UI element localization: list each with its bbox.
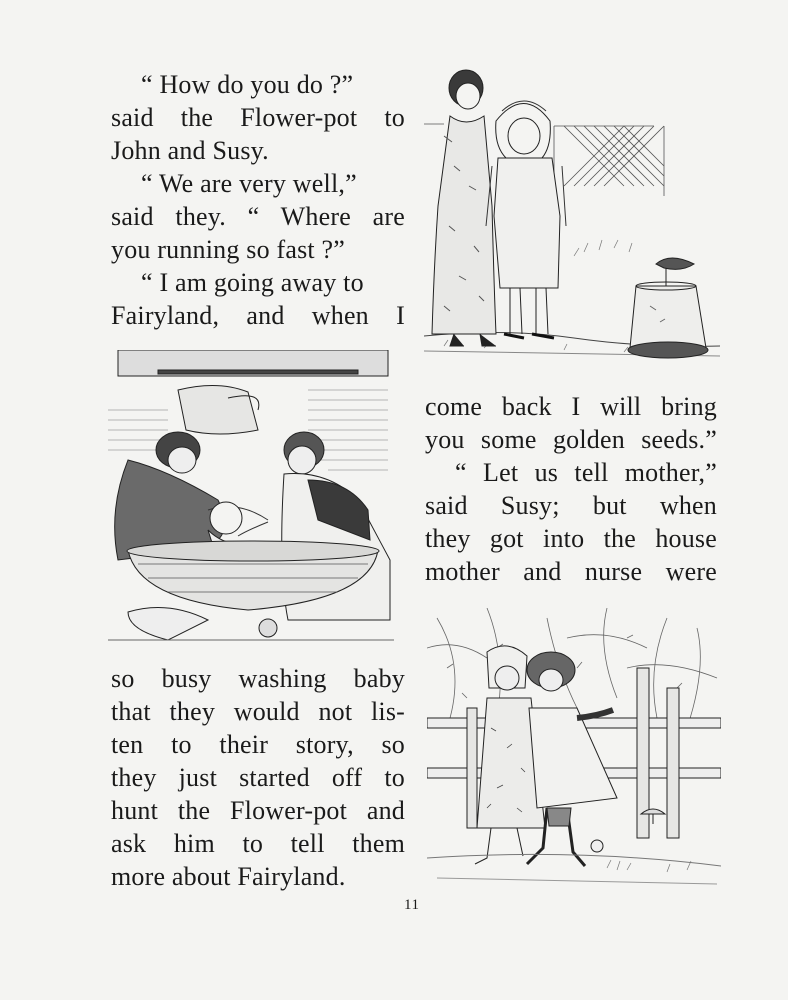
text-line: Fairyland, and when I xyxy=(111,301,405,330)
text-line: said the Flower-pot to xyxy=(111,103,405,132)
text-line: “ I am going away to xyxy=(141,268,364,297)
illustration-children-flowerpot xyxy=(424,66,720,364)
text-line: that they would not lis- xyxy=(111,697,405,726)
text-line: mother and nurse were xyxy=(425,557,717,586)
page-number: 11 xyxy=(404,897,420,913)
text-line: come back I will bring xyxy=(425,392,717,421)
engraving-washing-baby-icon xyxy=(108,350,394,644)
text-line: said they. “ Where are xyxy=(111,202,405,231)
text-line: they got into the house xyxy=(425,524,717,553)
illustration-washing-baby xyxy=(108,350,394,644)
text-line: you running so fast ?” xyxy=(111,235,346,264)
text-line: hunt the Flower-pot and xyxy=(111,796,405,825)
illustration-garden-gate xyxy=(427,608,721,894)
text-line: “ Let us tell mother,” xyxy=(455,458,717,487)
text-line: “ We are very well,” xyxy=(141,169,357,198)
text-line: so busy washing baby xyxy=(111,664,405,693)
text-block-3 xyxy=(111,662,405,893)
text-line: more about Fairyland. xyxy=(111,862,346,891)
text-line: “ How do you do ?” xyxy=(141,70,354,99)
text-block-2 xyxy=(425,390,717,588)
text-block-1 xyxy=(111,68,405,332)
text-line: they just started off to xyxy=(111,763,405,792)
engraving-garden-gate-icon xyxy=(427,608,721,894)
text-line: said Susy; but when xyxy=(425,491,717,520)
text-line: ask him to tell them xyxy=(111,829,405,858)
text-line: ten to their story, so xyxy=(111,730,405,759)
text-line: you some golden seeds.” xyxy=(425,425,717,454)
engraving-children-icon xyxy=(424,66,720,364)
text-line: John and Susy. xyxy=(111,136,269,165)
